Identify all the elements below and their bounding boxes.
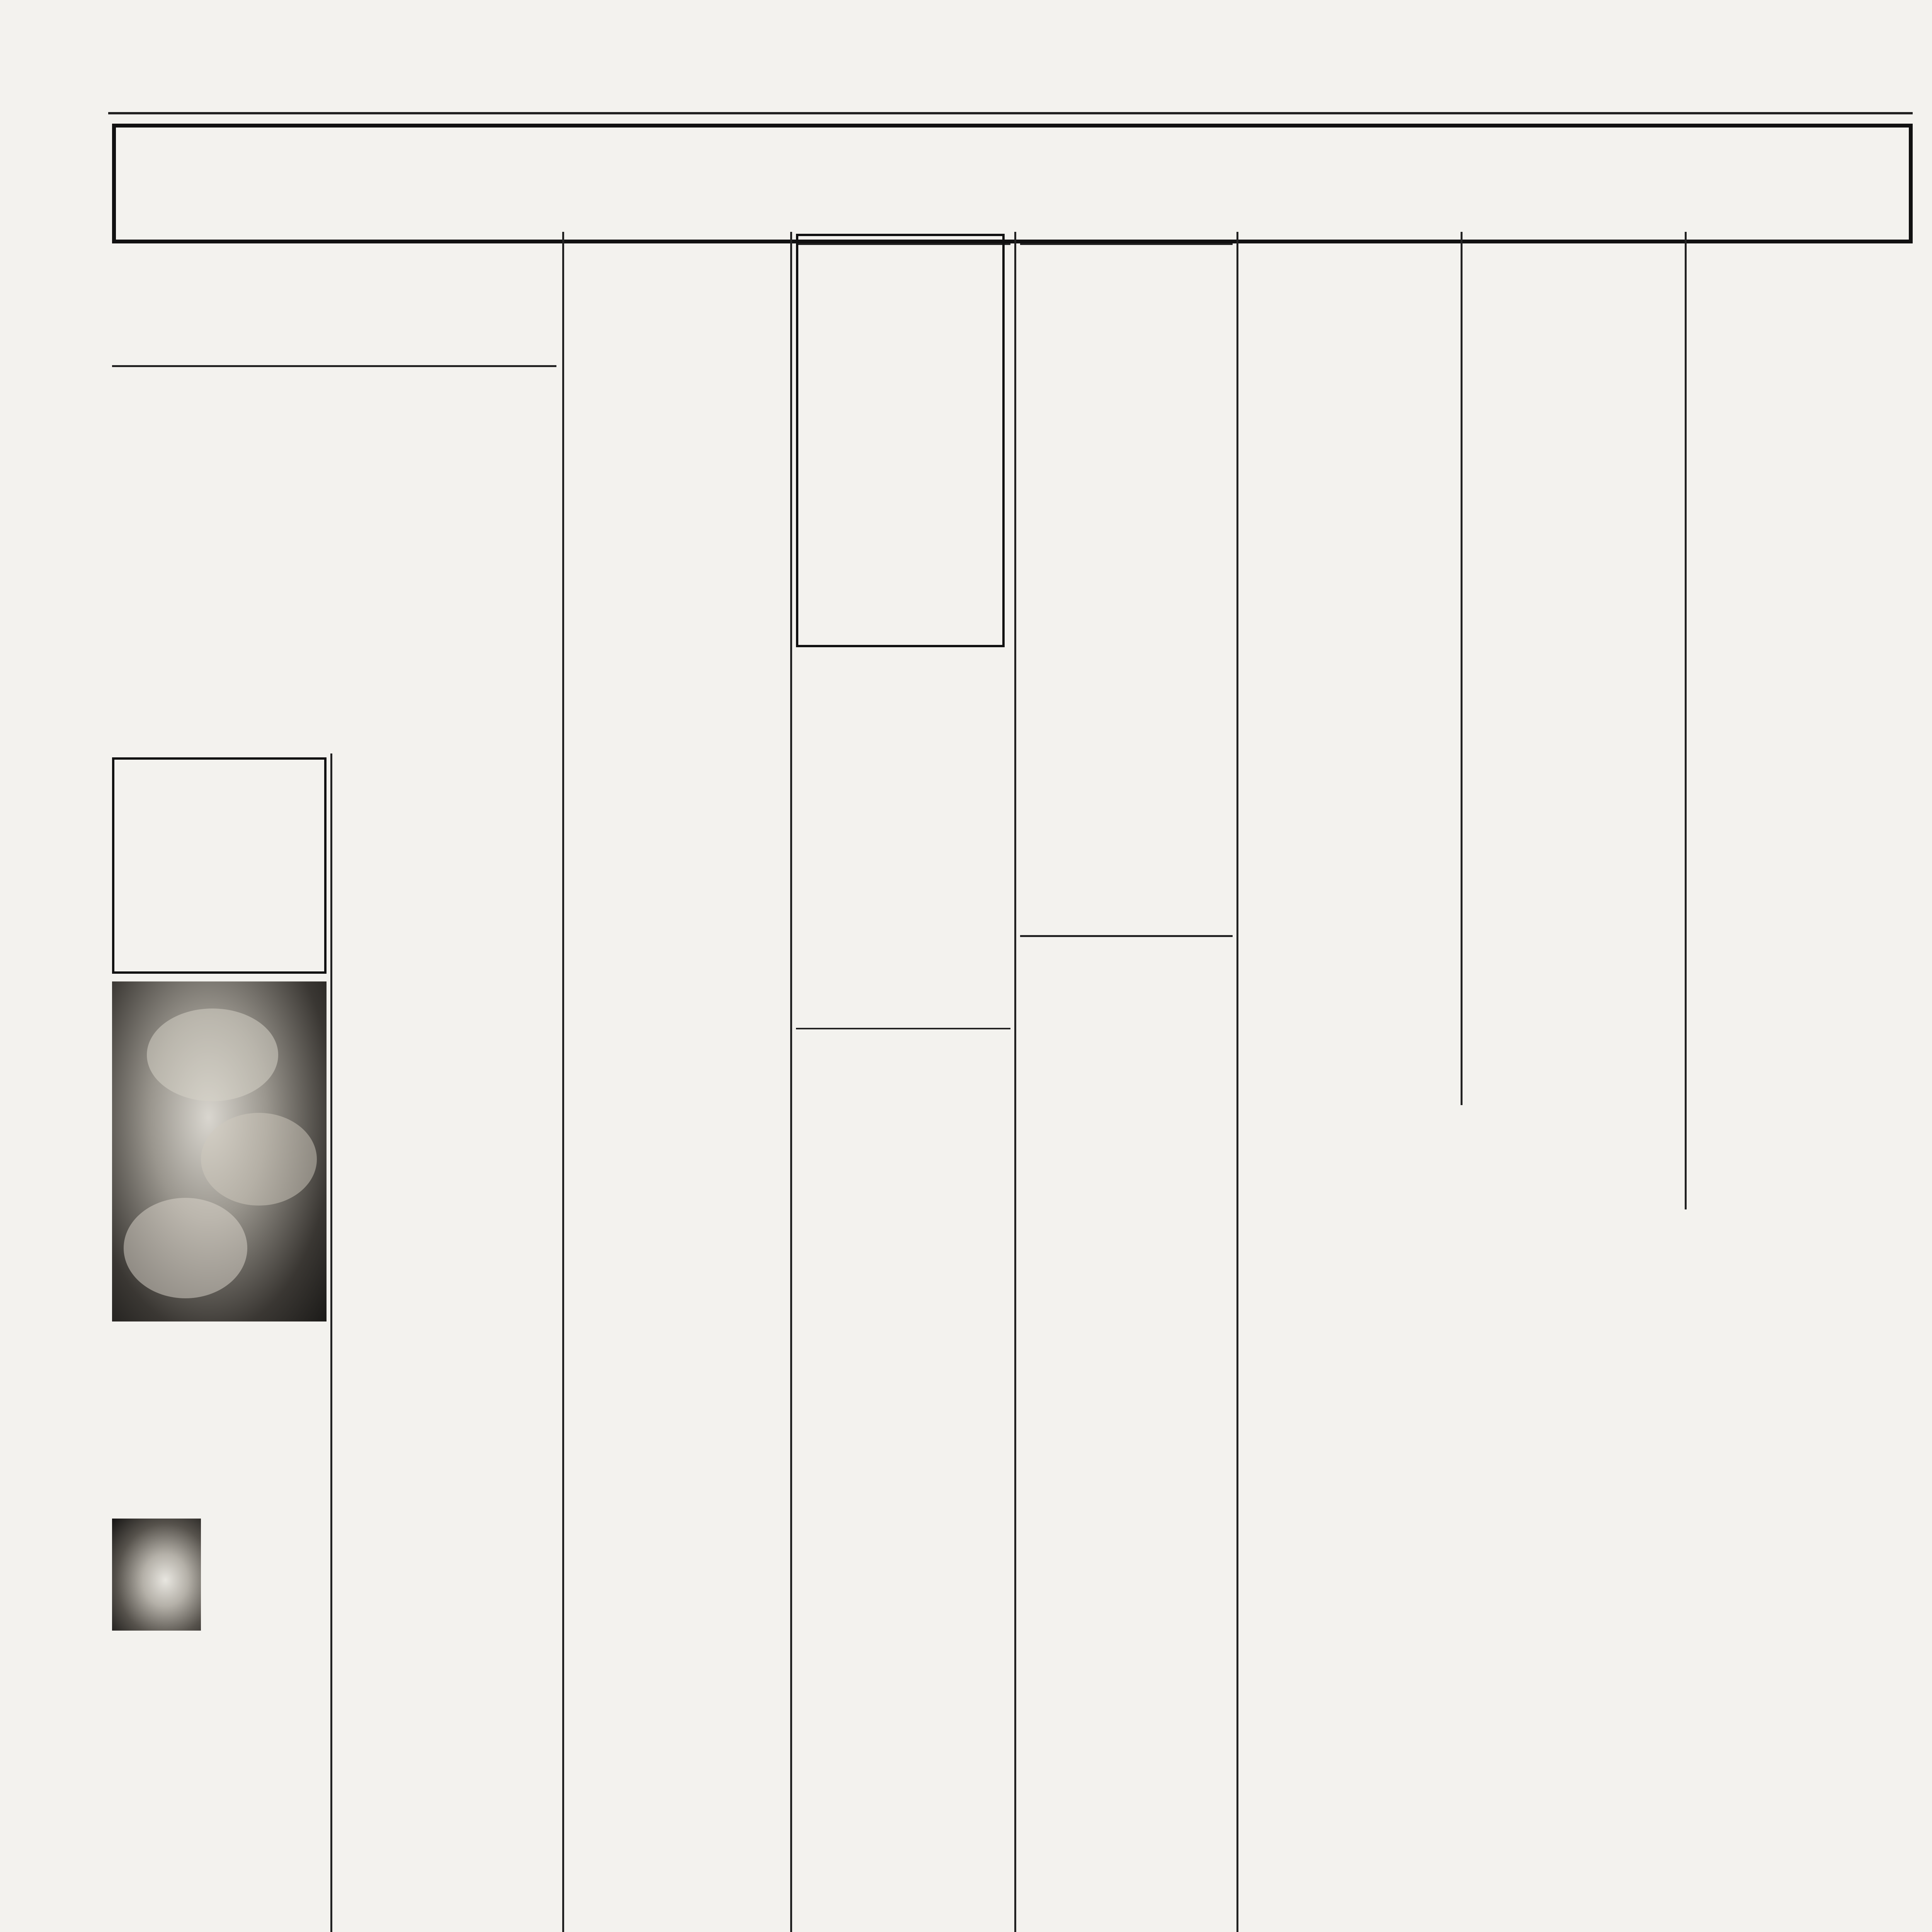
muffins-photo [112,981,327,1321]
cobbler-poem-box [796,234,1005,647]
muffins-illustration [112,981,327,1321]
magic-baking-powder-ad [112,757,327,1932]
housewife-column-3 [568,240,786,1932]
housewife-column-2 [336,373,558,1932]
muffin-recipe-box [112,757,327,974]
housewife-masthead [112,240,556,367]
lsci-article [1020,935,1233,1522]
magic-body [112,1519,327,1932]
section-banner [112,124,1913,243]
housewife-column-1 [112,373,327,759]
belmont-headline [796,1028,1010,1033]
belmont-article [796,1028,1010,1321]
